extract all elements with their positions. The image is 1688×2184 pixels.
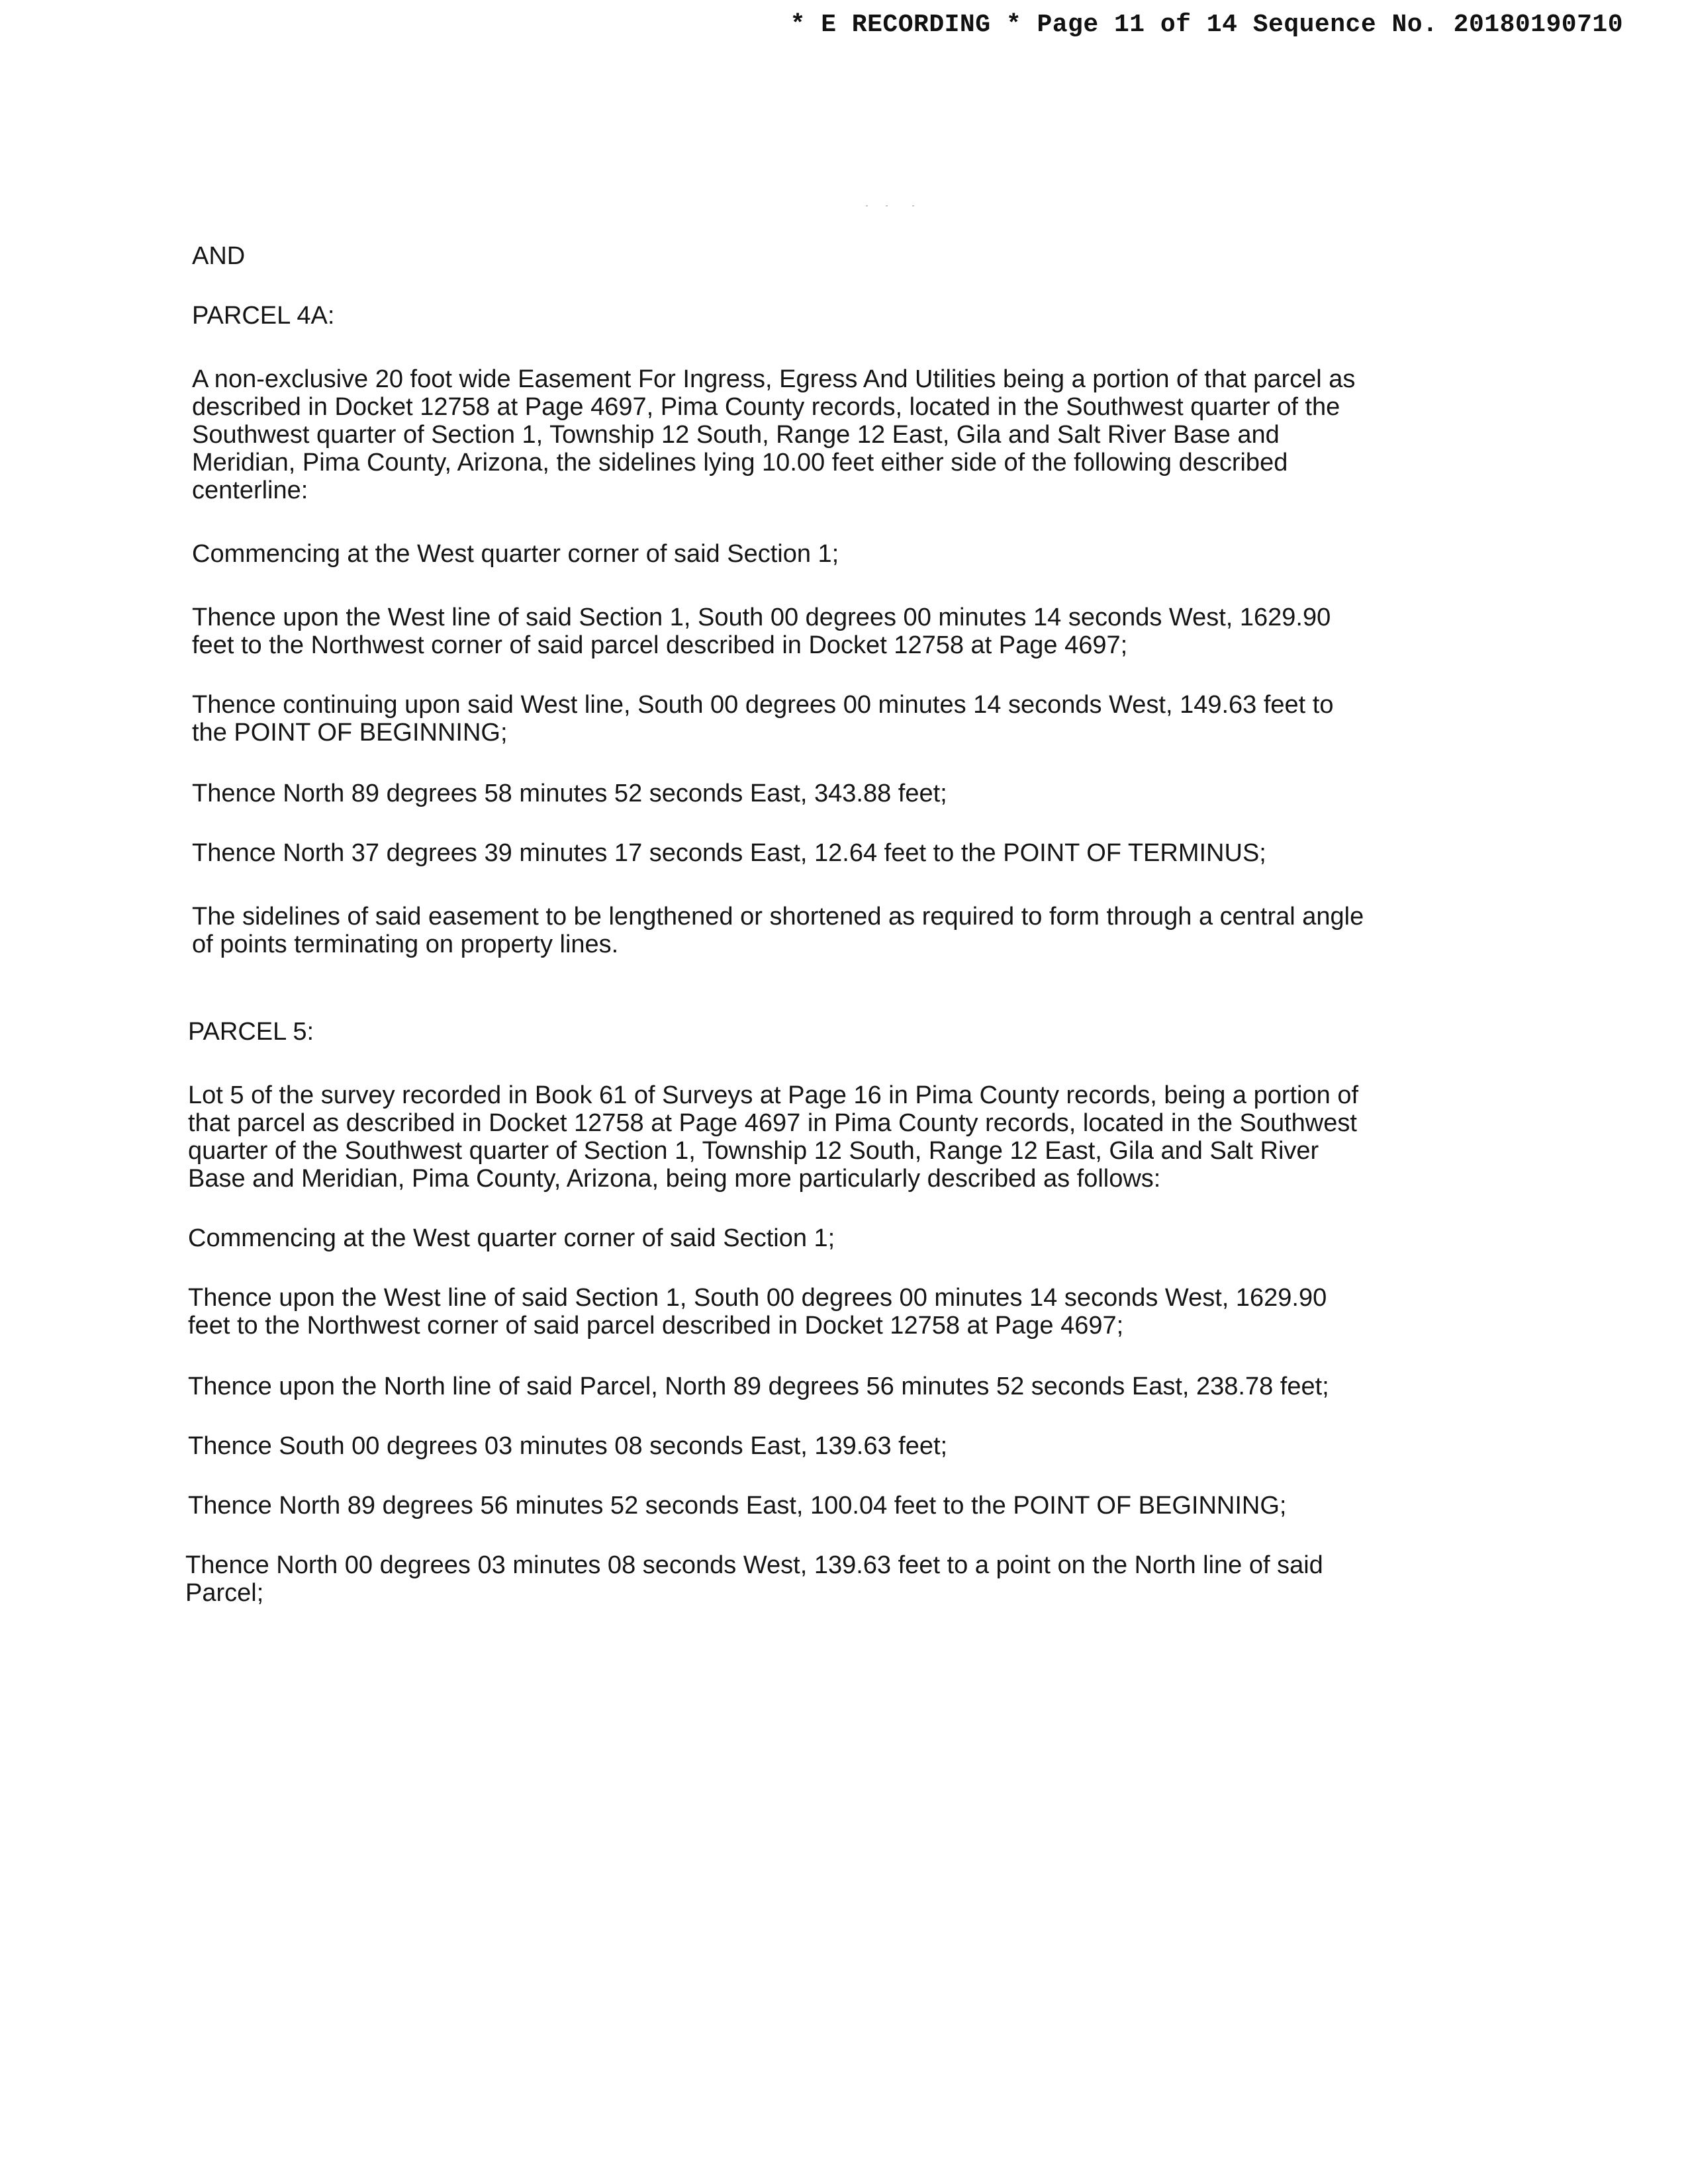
parcel-4a-intro-line: Southwest quarter of Section 1, Township 12 South, Range 12 East, Gila and Salt River Base and xyxy=(192,421,1280,449)
parcel-5-thence-3: Thence South 00 degrees 03 minutes 08 seconds East, 139.63 feet; xyxy=(188,1432,948,1460)
scan-artifact xyxy=(866,204,925,208)
parcel-5-thence-5-line: Parcel; xyxy=(185,1579,264,1607)
parcel-4a-thence-3: Thence North 89 degrees 58 minutes 52 seconds East, 343.88 feet; xyxy=(192,780,947,807)
parcel-4a-thence-2-line: the POINT OF BEGINNING; xyxy=(192,719,508,747)
parcel-4a-heading: PARCEL 4A: xyxy=(192,302,335,330)
parcel-5-thence-1-line: Thence upon the West line of said Section 1, South 00 degrees 00 minutes 14 seconds West, 1629.90 xyxy=(188,1284,1327,1312)
parcel-5-intro-line: Lot 5 of the survey recorded in Book 61 of Surveys at Page 16 in Pima County records, being a portion of xyxy=(188,1081,1359,1109)
parcel-5-thence-4: Thence North 89 degrees 56 minutes 52 seconds East, 100.04 feet to the POINT OF BEGINNING; xyxy=(188,1492,1287,1520)
parcel-5-commencing: Commencing at the West quarter corner of said Section 1; xyxy=(188,1224,835,1252)
parcel-4a-thence-1-line: feet to the Northwest corner of said parcel described in Docket 12758 at Page 4697; xyxy=(192,631,1128,659)
parcel-4a-commencing: Commencing at the West quarter corner of said Section 1; xyxy=(192,540,839,568)
parcel-5-intro-line: quarter of the Southwest quarter of Section 1, Township 12 South, Range 12 East, Gila and Salt River xyxy=(188,1137,1319,1165)
parcel-5-intro-line: Base and Meridian, Pima County, Arizona, being more particularly described as follows: xyxy=(188,1165,1161,1193)
parcel-5-thence-1-line: feet to the Northwest corner of said parcel described in Docket 12758 at Page 4697; xyxy=(188,1312,1124,1340)
parcel-4a-sidelines-line: of points terminating on property lines. xyxy=(192,931,619,958)
parcel-4a-intro-line: Meridian, Pima County, Arizona, the sidelines lying 10.00 feet either side of the following described xyxy=(192,449,1288,477)
parcel-4a-intro-line: described in Docket 12758 at Page 4697, Pima County records, located in the Southwest quarter of the xyxy=(192,393,1340,421)
parcel-5-heading: PARCEL 5: xyxy=(188,1018,314,1046)
parcel-5-thence-2: Thence upon the North line of said Parcel, North 89 degrees 56 minutes 52 seconds East, 238.78 feet; xyxy=(188,1373,1329,1400)
parcel-4a-intro-line: A non-exclusive 20 foot wide Easement For Ingress, Egress And Utilities being a portion of that parcel as xyxy=(192,365,1356,393)
and-conjunction: AND xyxy=(192,242,246,270)
recording-stamp-header: * E RECORDING * Page 11 of 14 Sequence No. 20180190710 xyxy=(790,11,1623,39)
parcel-5-intro-line: that parcel as described in Docket 12758 at Page 4697 in Pima County records, located in the Southwest xyxy=(188,1109,1357,1137)
parcel-5-thence-5-line: Thence North 00 degrees 03 minutes 08 seconds West, 139.63 feet to a point on the North line of said xyxy=(185,1551,1323,1579)
parcel-4a-thence-2-line: Thence continuing upon said West line, South 00 degrees 00 minutes 14 seconds West, 149.63 feet to xyxy=(192,691,1334,719)
parcel-4a-sidelines-line: The sidelines of said easement to be lengthened or shortened as required to form through a central angle xyxy=(192,903,1364,931)
parcel-4a-thence-1-line: Thence upon the West line of said Section 1, South 00 degrees 00 minutes 14 seconds West, 1629.90 xyxy=(192,604,1331,631)
parcel-4a-thence-4: Thence North 37 degrees 39 minutes 17 seconds East, 12.64 feet to the POINT OF TERMINUS; xyxy=(192,839,1266,867)
parcel-4a-intro-line: centerline: xyxy=(192,477,308,504)
